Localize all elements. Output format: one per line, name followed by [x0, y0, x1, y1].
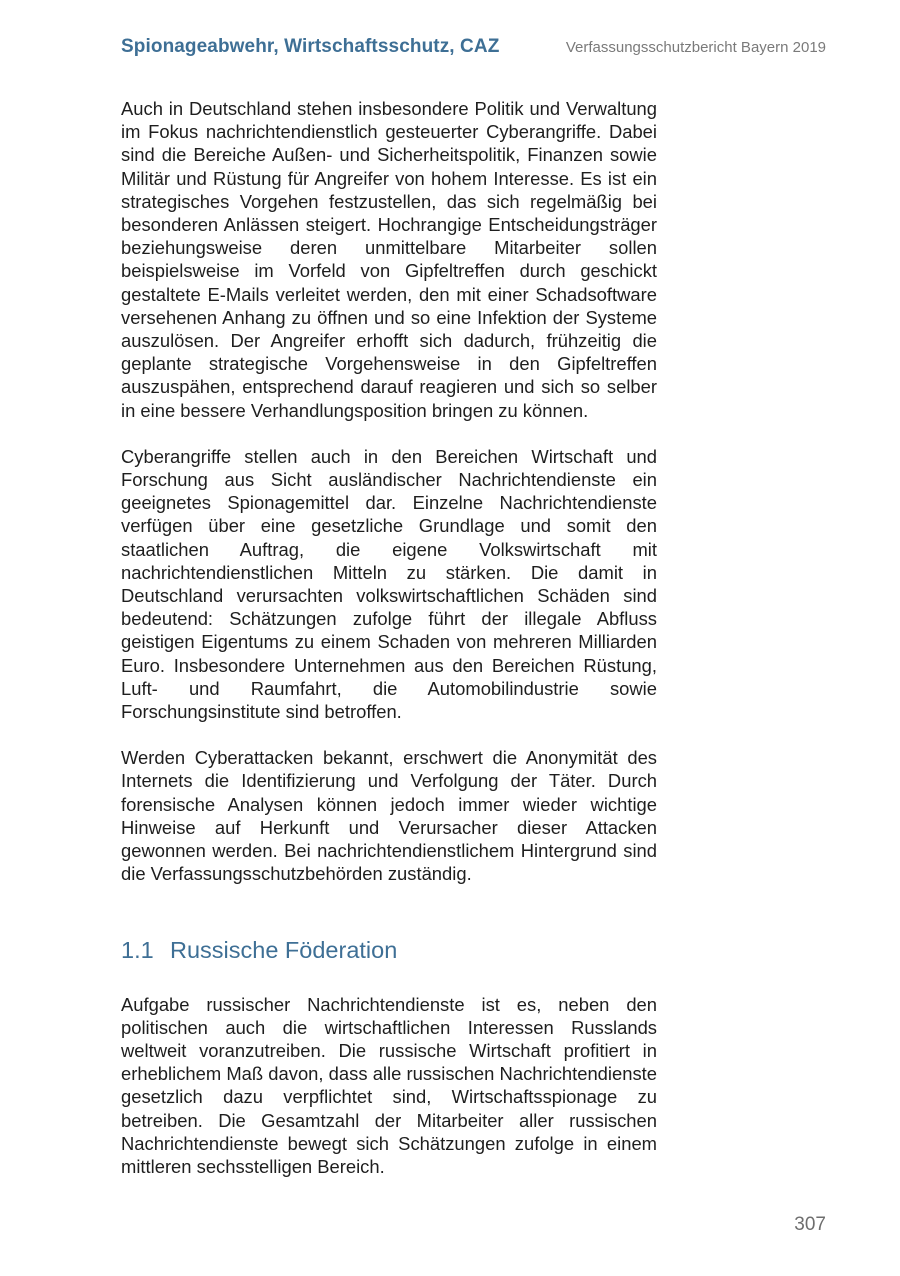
section-heading — [121, 936, 657, 964]
page-number: 307 — [794, 1214, 826, 1235]
report-title: Verfassungsschutzbericht Bayern 2019 — [565, 39, 826, 56]
paragraph-3: Werden Cyberattacken bekannt, erschwert die Anonymität des Internets die Identifizierung und Verfolgung der Täter. Durch forensische Analysen können jedoch immer wieder wichtige Hinweise auf Herkunft und Verursacher dieser Attacken gewonnen werden. Bei nachrichtendienstlichem Hintergrund sind die Verfassungsschutzbehörden zuständig. — [121, 747, 657, 885]
section-number: 1.1 — [121, 936, 154, 963]
main-content — [121, 97, 657, 1178]
section-paragraph: Aufgabe russischer Nachrichtendienste ist es, neben den politischen auch die wirtschaftlichen Interessen Russlands weltweit voranzutreiben. Die russische Wirtschaft profitiert in erheblichem Maß davon, dass alle russischen Nachrichtendienste gesetzlich dazu verpflichtet sind, Wirtschaftsspionage zu betreiben. Die Gesamtzahl der Mitarbeiter aller russischen Nachrichtendienste bewegt sich Schätzungen zufolge in einem mittleren sechsstelligen Bereich. — [121, 993, 657, 1177]
paragraph-1: Auch in Deutschland stehen insbesondere Politik und Verwaltung im Fokus nachrichtendienstlich gesteuerter Cyberangriffe. Dabei sind die Bereiche Außen- und Sicherheitspolitik, Finanzen sowie Militär und Rüstung für Angreifer von hohem Interesse. Es ist ein strategisches Vorgehen festzustellen, das sich regelmäßig bei besonderen Anlässen steigert. Hochrangige Entscheidungsträger beziehungsweise deren unmittelbare Mitarbeiter sollen beispielsweise im Vorfeld von Gipfeltreffen durch geschickt gestaltete E-Mails verleitet werden, den mit einer Schadsoftware versehenen Anhang zu öffnen und so eine Infektion der Systeme auszulösen. Der Angreifer erhofft sich dadurch, frühzeitig die geplante strategische Vorgehensweise in den Gipfeltreffen auszuspähen, entsprechend darauf reagieren und sich so selber in eine bessere Verhandlungsposition bringen zu können. — [121, 98, 657, 421]
chapter-header: Spionageabwehr, Wirtschaftsschutz, CAZ — [121, 36, 500, 57]
section-title: Russische Föderation — [170, 936, 398, 963]
paragraph-2: Cyberangriffe stellen auch in den Bereichen Wirtschaft und Forschung aus Sicht ausländischer Nachrichtendienste ein geeignetes Spionagemittel dar. Einzelne Nachrichtendienste verfügen über eine gesetzliche Grundlage und somit den staatlichen Auftrag, die eigene Volkswirtschaft mit nachrichtendienstlichen Mitteln zu stärken. Die damit in Deutschland verursachten volkswirtschaftlichen Schäden sind bedeutend: Schätzungen zufolge führt der illegale Abfluss geistigen Eigentums zu einem Schaden von mehreren Milliarden Euro. Insbesondere Unternehmen aus den Bereichen Rüstung, Luft- und Raumfahrt, die Automobilindustrie sowie Forschungsinstitute sind betroffen. — [121, 445, 657, 723]
